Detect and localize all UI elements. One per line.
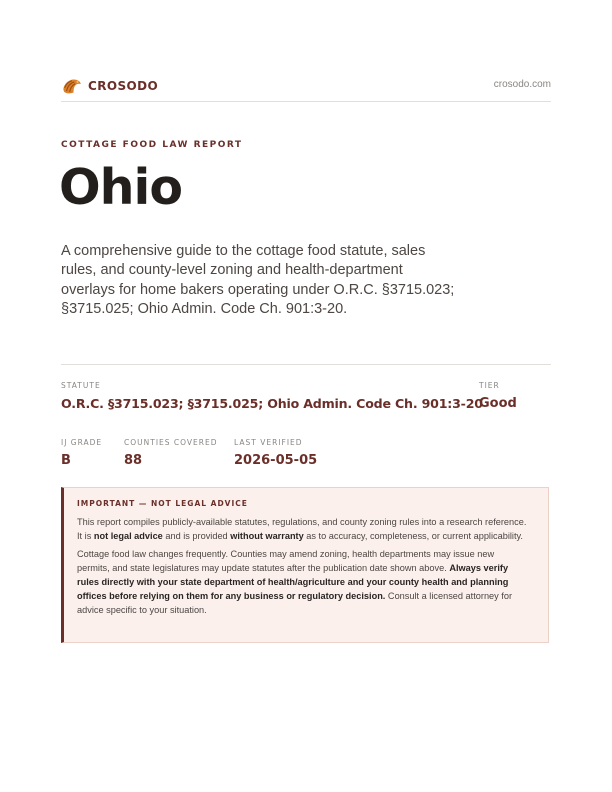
ij-grade-label: IJ GRADE <box>61 438 103 447</box>
legal-notice <box>61 487 549 643</box>
brand[interactable] <box>61 75 158 97</box>
ij-grade-value: B <box>61 453 71 468</box>
legal-notice-title: IMPORTANT — NOT LEGAL ADVICE <box>77 499 248 508</box>
legal-notice-paragraph-2: Cottage food law changes frequently. Counties may amend zoning, health departments may issue new permits, and state legislatures may update statutes after the publication date shown above. Always verify rules directly with your state department of health/agriculture and your county health and planning offices before relying on them for any business or regulatory decision. Consult a licensed attorney for advice specific to your situation. <box>77 549 513 615</box>
counties-label: COUNTIES COVERED <box>124 438 218 447</box>
counties-field <box>124 438 218 468</box>
report-eyebrow: COTTAGE FOOD LAW REPORT <box>61 140 243 150</box>
last-verified-value: 2026-05-05 <box>234 453 318 468</box>
tier-label: TIER <box>479 381 500 390</box>
page-title: Ohio <box>59 159 182 216</box>
last-verified-label: LAST VERIFIED <box>234 438 303 447</box>
statute-label: STATUTE <box>61 381 101 390</box>
legal-notice-paragraph-1: This report compiles publicly-available statutes, regulations, and county zoning rules into a research reference. It is not legal advice and is provided without warranty as to accuracy, completeness, or current applicability. <box>77 517 527 541</box>
last-verified-field <box>234 438 317 468</box>
brand-name: CROSODO <box>88 79 159 93</box>
croissant-icon <box>61 75 83 97</box>
ij-grade-field <box>61 438 102 468</box>
counties-value: 88 <box>124 453 143 468</box>
tier-value: Good <box>479 396 517 411</box>
site-url[interactable]: crosodo.com <box>493 79 551 90</box>
divider <box>61 364 551 365</box>
report-description: A comprehensive guide to the cottage food statute, sales rules, and county-level zoning and health-department overlays for home bakers operating under O.R.C. §3715.023; §3715.025; Ohio Admin. Code Ch. 901:3-20. <box>61 243 455 317</box>
statute-field <box>61 381 483 411</box>
page-header <box>61 74 551 102</box>
statute-value: O.R.C. §3715.023; §3715.025; Ohio Admin. Code Ch. 901:3-20 <box>61 396 483 411</box>
tier-field <box>479 381 517 411</box>
